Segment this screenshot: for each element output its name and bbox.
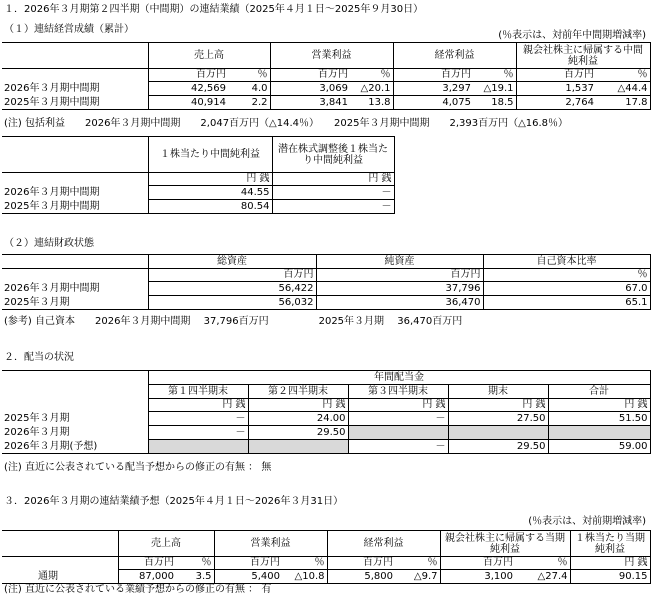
header-q2: 第２四半期末 xyxy=(248,385,348,399)
equity-reference-note: (参考) 自己資本 2026年３月期中間期 37,796百万円 2025年３月期 36,470百万円 xyxy=(4,316,463,327)
section1-note: (％表示は、対前年中間期増減率) xyxy=(498,30,646,41)
section4-note: (％表示は、対前期増減率) xyxy=(528,516,646,527)
section1-sub: （１）連結経営成績（累計） xyxy=(4,24,134,35)
unit: ％ xyxy=(515,557,570,570)
unit: ％ xyxy=(282,557,327,570)
corner-cell xyxy=(2,43,148,69)
unit: 円 銭 xyxy=(348,399,448,412)
unit: 百万円 xyxy=(393,69,473,82)
eps-table xyxy=(2,136,395,214)
unit: 円 銭 xyxy=(448,399,548,412)
unit: 百万円 xyxy=(327,557,395,570)
header-net-income: 親会社株主に帰属する当期純利益 xyxy=(440,531,570,557)
dividend-note: (注) 直近に公表されている配当予想からの修正の有無 ： 無 xyxy=(4,462,272,473)
unit: 円 銭 xyxy=(272,173,394,186)
unit: 円 銭 xyxy=(148,399,248,412)
table-row: 2025年３月期 56,032 36,470 65.1 xyxy=(2,296,650,310)
table-row: 2026年３月期中間期 42,569 4.0 3,069 △20.1 3,297 △19.1 1,537 △44.4 xyxy=(2,82,650,96)
header-total-assets: 総資産 xyxy=(148,255,316,269)
unit: 百万円 xyxy=(118,557,176,570)
unit: ％ xyxy=(350,69,393,82)
section4-heading: ３．2026年３月期の連結業績予想（2025年４月１日～2026年３月31日） xyxy=(4,496,344,507)
unit: ％ xyxy=(483,269,650,282)
header-total: 合計 xyxy=(548,385,650,399)
section1-heading: １．2026年３月期第２四半期（中間期）の連結業績（2025年４月１日～2025年９月30日） xyxy=(4,4,424,15)
unit: 百万円 xyxy=(148,269,316,282)
table-row: 2026年３月期 － 29.50 xyxy=(2,426,650,440)
header-operating-income: 営業利益 xyxy=(270,43,393,69)
header-q3: 第３四半期末 xyxy=(348,385,448,399)
forecast-note: (注) 直近に公表されている業績予想からの修正の有無 ： 有 xyxy=(4,584,272,595)
operating-results-table xyxy=(2,42,651,110)
unit: ％ xyxy=(395,557,440,570)
comprehensive-income-note: (注) 包括利益 2026年３月期中間期 2,047百万円（△14.4％） 2025年３月期中間期 2,393百万円（△16.8％） xyxy=(4,118,569,129)
table-row: 2025年３月期 － 24.00 － 27.50 51.50 xyxy=(2,412,650,426)
unit: ％ xyxy=(473,69,516,82)
unit: 円 銭 xyxy=(248,399,348,412)
forecast-table xyxy=(2,530,651,584)
header-diluted-eps: 潜在株式調整後１株当たり中間純利益 xyxy=(272,137,394,173)
unit: 百万円 xyxy=(440,557,515,570)
section3-heading: ２．配当の状況 xyxy=(4,352,74,363)
header-sales: 売上高 xyxy=(148,43,270,69)
unit: 円 銭 xyxy=(570,557,650,570)
unit: 百万円 xyxy=(316,269,483,282)
financial-position-table xyxy=(2,254,651,310)
table-row: 2025年３月期中間期 80.54 － xyxy=(2,200,394,214)
table-row: 2025年３月期中間期 40,914 2.2 3,841 13.8 4,075 18.5 2,764 17.8 xyxy=(2,96,650,110)
header-year-end: 期末 xyxy=(448,385,548,399)
unit: 百万円 xyxy=(516,69,596,82)
unit: ％ xyxy=(228,69,270,82)
dividend-table xyxy=(2,370,651,454)
header-net-income: 親会社株主に帰属する中間純利益 xyxy=(516,43,650,69)
header-equity-ratio: 自己資本比率 xyxy=(483,255,650,269)
unit: 百万円 xyxy=(148,69,228,82)
table-row: 通期 87,000 3.5 5,400 △10.8 5,800 △9.7 3,100 △27.4 90.15 xyxy=(2,570,650,584)
table-row: 2026年３月期中間期 56,422 37,796 67.0 xyxy=(2,282,650,296)
header-q1: 第１四半期末 xyxy=(148,385,248,399)
unit: ％ xyxy=(596,69,650,82)
header-ordinary-income: 経常利益 xyxy=(327,531,440,557)
table-row: 2026年３月期中間期 44.55 － xyxy=(2,186,394,200)
header-operating-income: 営業利益 xyxy=(214,531,327,557)
unit: 百万円 xyxy=(214,557,282,570)
header-ordinary-income: 経常利益 xyxy=(393,43,516,69)
unit: ％ xyxy=(176,557,214,570)
header-annual-dividend: 年間配当金 xyxy=(148,371,650,385)
table-row: 2026年３月期(予想) － 29.50 59.00 xyxy=(2,440,650,454)
header-net-assets: 純資産 xyxy=(316,255,483,269)
unit: 円 銭 xyxy=(148,173,272,186)
section2-sub: （２）連結財政状態 xyxy=(4,238,94,249)
header-sales: 売上高 xyxy=(118,531,214,557)
unit: 円 銭 xyxy=(548,399,650,412)
header-eps: １株当たり当期純利益 xyxy=(570,531,650,557)
header-eps: １株当たり中間純利益 xyxy=(148,137,272,173)
unit: 百万円 xyxy=(270,69,350,82)
